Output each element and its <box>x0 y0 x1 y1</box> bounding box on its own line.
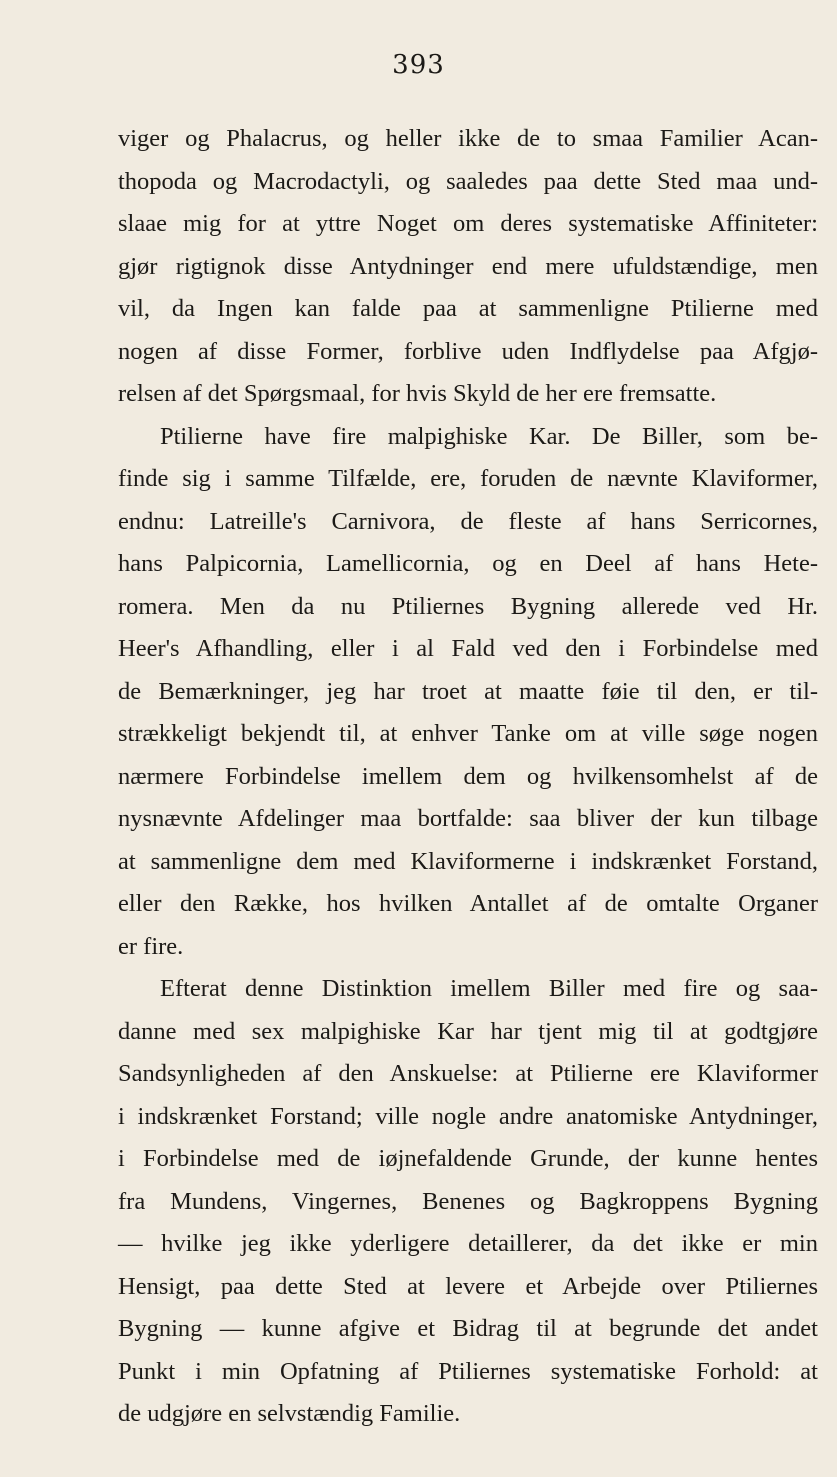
text-line: er fire. <box>118 932 184 960</box>
text-line: viger og Phalacrus, og heller ikke de to smaa Familier Acan- <box>118 125 818 152</box>
body-text <box>118 118 818 1436</box>
text-line: thopoda og Macrodactyli, og saaledes paa dette Sted maa und- <box>118 167 818 195</box>
text-line: Bygning — kunne afgive et Bidrag til at begrunde det andet <box>118 1315 818 1342</box>
text-line: nysnævnte Afdelinger maa bortfalde: saa bliver der kun tilbage <box>118 805 818 832</box>
text-line: nogen af disse Former, forblive uden Indflydelse paa Afgjø- <box>118 337 818 365</box>
text-line: slaae mig for at yttre Noget om deres systematiske Affiniteter: <box>118 210 818 237</box>
text-line: — hvilke jeg ikke yderligere detaillerer, da det ikke er min <box>118 1230 818 1257</box>
text-line: i indskrænket Forstand; ville nogle andre anatomiske Antydninger, <box>118 1102 818 1130</box>
text-line: relsen af det Spørgsmaal, for hvis Skyld de her ere fremsatte. <box>118 380 717 407</box>
text-line: Ptilierne have fire malpighiske Kar. De Biller, som be- <box>160 422 818 450</box>
text-line: Heer's Afhandling, eller i al Fald ved den i Forbindelse med <box>118 635 818 662</box>
text-line: strækkeligt bekjendt til, at enhver Tanke om at ville søge nogen <box>118 720 818 747</box>
text-line: finde sig i samme Tilfælde, ere, foruden de nævnte Klaviformer, <box>118 465 818 492</box>
text-line: Punkt i min Opfatning af Ptiliernes systematiske Forhold: at <box>118 1357 818 1385</box>
text-line: Hensigt, paa dette Sted at levere et Arbejde over Ptiliernes <box>118 1272 818 1300</box>
text-line: de udgjøre en selvstændig Familie. <box>118 1400 461 1427</box>
text-line: i Forbindelse med de iøjnefaldende Grunde, der kunne hentes <box>118 1145 818 1172</box>
text-line: fra Mundens, Vingernes, Benenes og Bagkroppens Bygning <box>118 1187 818 1215</box>
text-line: romera. Men da nu Ptiliernes Bygning allerede ved Hr. <box>118 592 818 620</box>
text-line: gjør rigtignok disse Antydninger end mere ufuldstændige, men <box>118 252 818 280</box>
text-line: hans Palpicornia, Lamellicornia, og en Deel af hans Hete- <box>118 550 818 577</box>
text-line: Sandsynligheden af den Anskuelse: at Ptilierne ere Klaviformer <box>118 1060 818 1087</box>
text-line: Efterat denne Distinktion imellem Biller med fire og saa- <box>160 975 818 1002</box>
text-line: nærmere Forbindelse imellem dem og hvilkensomhelst af de <box>118 762 818 790</box>
page-number: 393 <box>392 50 445 80</box>
text-line: vil, da Ingen kan falde paa at sammenligne Ptilierne med <box>118 295 818 322</box>
text-line: at sammenligne dem med Klaviformerne i indskrænket Forstand, <box>118 847 818 875</box>
text-line: danne med sex malpighiske Kar har tjent mig til at godtgjøre <box>118 1017 818 1045</box>
text-line: de Bemærkninger, jeg har troet at maatte føie til den, er til- <box>118 677 818 705</box>
text-line: eller den Række, hos hvilken Antallet af de omtalte Organer <box>118 890 818 917</box>
text-line: endnu: Latreille's Carnivora, de fleste af hans Serricornes, <box>118 507 818 535</box>
